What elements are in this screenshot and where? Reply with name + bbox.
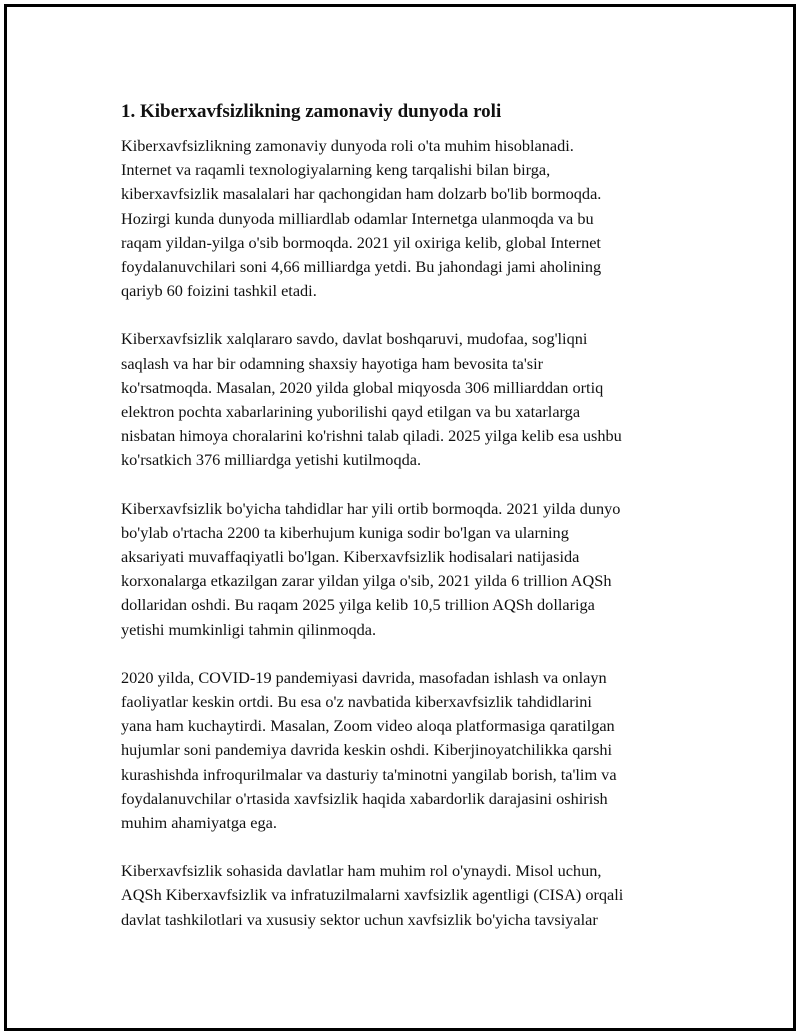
paragraph-line: Internet va raqamli texnologiyalarning keng tarqalishi bilan birga, bbox=[121, 160, 551, 180]
paragraph-2 bbox=[121, 327, 721, 472]
paragraph-line: aksariyati muvaffaqiyatli bo'lgan. Kiberxavfsizlik hodisalari natijasida bbox=[121, 547, 580, 567]
paragraph-line: faoliyatlar keskin ortdi. Bu esa o'z navbatida kiberxavfsizlik tahdidlarini bbox=[121, 692, 592, 712]
document-body bbox=[121, 99, 721, 956]
paragraph-line: muhim ahamiyatga ega. bbox=[121, 813, 277, 833]
paragraph-line: ko'rsatkich 376 milliardga yetishi kutilmoqda. bbox=[121, 450, 422, 470]
paragraph-line: saqlash va har bir odamning shaxsiy hayotiga ham bevosita ta'sir bbox=[121, 353, 544, 373]
paragraph-line: raqam yildan-yilga o'sib bormoqda. 2021 yil oxiriga kelib, global Internet bbox=[121, 232, 601, 252]
paragraph-line: yetishi mumkinligi tahmin qilinmoqda. bbox=[121, 619, 377, 639]
paragraph-line: Hozirgi kunda dunyoda milliardlab odamlar Internetga ulanmoqda va bu bbox=[121, 208, 594, 228]
paragraph-line: kurashishda infroqurilmalar va dasturiy ta'minotni yangilab borish, ta'lim va bbox=[121, 764, 617, 784]
paragraph-line: davlat tashkilotlari va xususiy sektor uchun xavfsizlik bo'yicha tavsiyalar bbox=[121, 909, 598, 929]
page-frame bbox=[4, 4, 796, 1031]
paragraph-line: korxonalarga etkazilgan zarar yildan yilga o'sib, 2021 yilda 6 trillion AQSh bbox=[121, 571, 612, 591]
paragraph-1 bbox=[121, 134, 721, 303]
paragraph-line: elektron pochta xabarlarining yuborilishi qayd etilgan va bu xatarlarga bbox=[121, 402, 581, 422]
paragraph-line: bo'ylab o'rtacha 2200 ta kiberhujum kuniga sodir bo'lgan va ularning bbox=[121, 522, 569, 542]
paragraph-line: Kiberxavfsizlik bo'yicha tahdidlar har yili ortib bormoqda. 2021 yilda dunyo bbox=[121, 498, 621, 518]
paragraph-line: yana ham kuchaytirdi. Masalan, Zoom video aloqa platformasiga qaratilgan bbox=[121, 716, 615, 736]
paragraph-3 bbox=[121, 497, 721, 642]
paragraph-line: Kiberxavfsizlik sohasida davlatlar ham muhim rol o'ynaydi. Misol uchun, bbox=[121, 861, 602, 881]
section-heading: 1. Kiberxavfsizlikning zamonaviy dunyoda roli bbox=[121, 101, 502, 122]
paragraph-4 bbox=[121, 666, 721, 835]
paragraph-line: Kiberxavfsizlik xalqlararo savdo, davlat boshqaruvi, mudofaa, sog'liqni bbox=[121, 329, 588, 349]
paragraph-line: kiberxavfsizlik masalalari har qachongidan ham dolzarb bo'lib bormoqda. bbox=[121, 184, 602, 204]
paragraph-5 bbox=[121, 859, 721, 932]
paragraph-line: AQSh Kiberxavfsizlik va infratuzilmalarni xavfsizlik agentligi (CISA) orqali bbox=[121, 885, 624, 905]
paragraph-line: nisbatan himoya choralarini ko'rishni talab qiladi. 2025 yilga kelib esa ushbu bbox=[121, 426, 622, 446]
paragraph-line: dollaridan oshdi. Bu raqam 2025 yilga kelib 10,5 trillion AQSh dollariga bbox=[121, 595, 595, 615]
paragraph-line: foydalanuvchilari soni 4,66 milliardga yetdi. Bu jahondagi jami aholining bbox=[121, 257, 602, 277]
paragraph-line: ko'rsatmoqda. Masalan, 2020 yilda global miqyosda 306 milliarddan ortiq bbox=[121, 377, 604, 397]
paragraph-line: foydalanuvchilar o'rtasida xavfsizlik haqida xabardorlik darajasini oshirish bbox=[121, 788, 608, 808]
paragraph-line: Kiberxavfsizlikning zamonaviy dunyoda roli o'ta muhim hisoblanadi. bbox=[121, 136, 574, 155]
paragraph-line: qariyb 60 foizini tashkil etadi. bbox=[121, 281, 317, 301]
paragraph-line: hujumlar soni pandemiya davrida keskin oshdi. Kiberjinoyatchilikka qarshi bbox=[121, 740, 613, 760]
paragraph-line: 2020 yilda, COVID-19 pandemiyasi davrida, masofadan ishlash va onlayn bbox=[121, 667, 607, 687]
